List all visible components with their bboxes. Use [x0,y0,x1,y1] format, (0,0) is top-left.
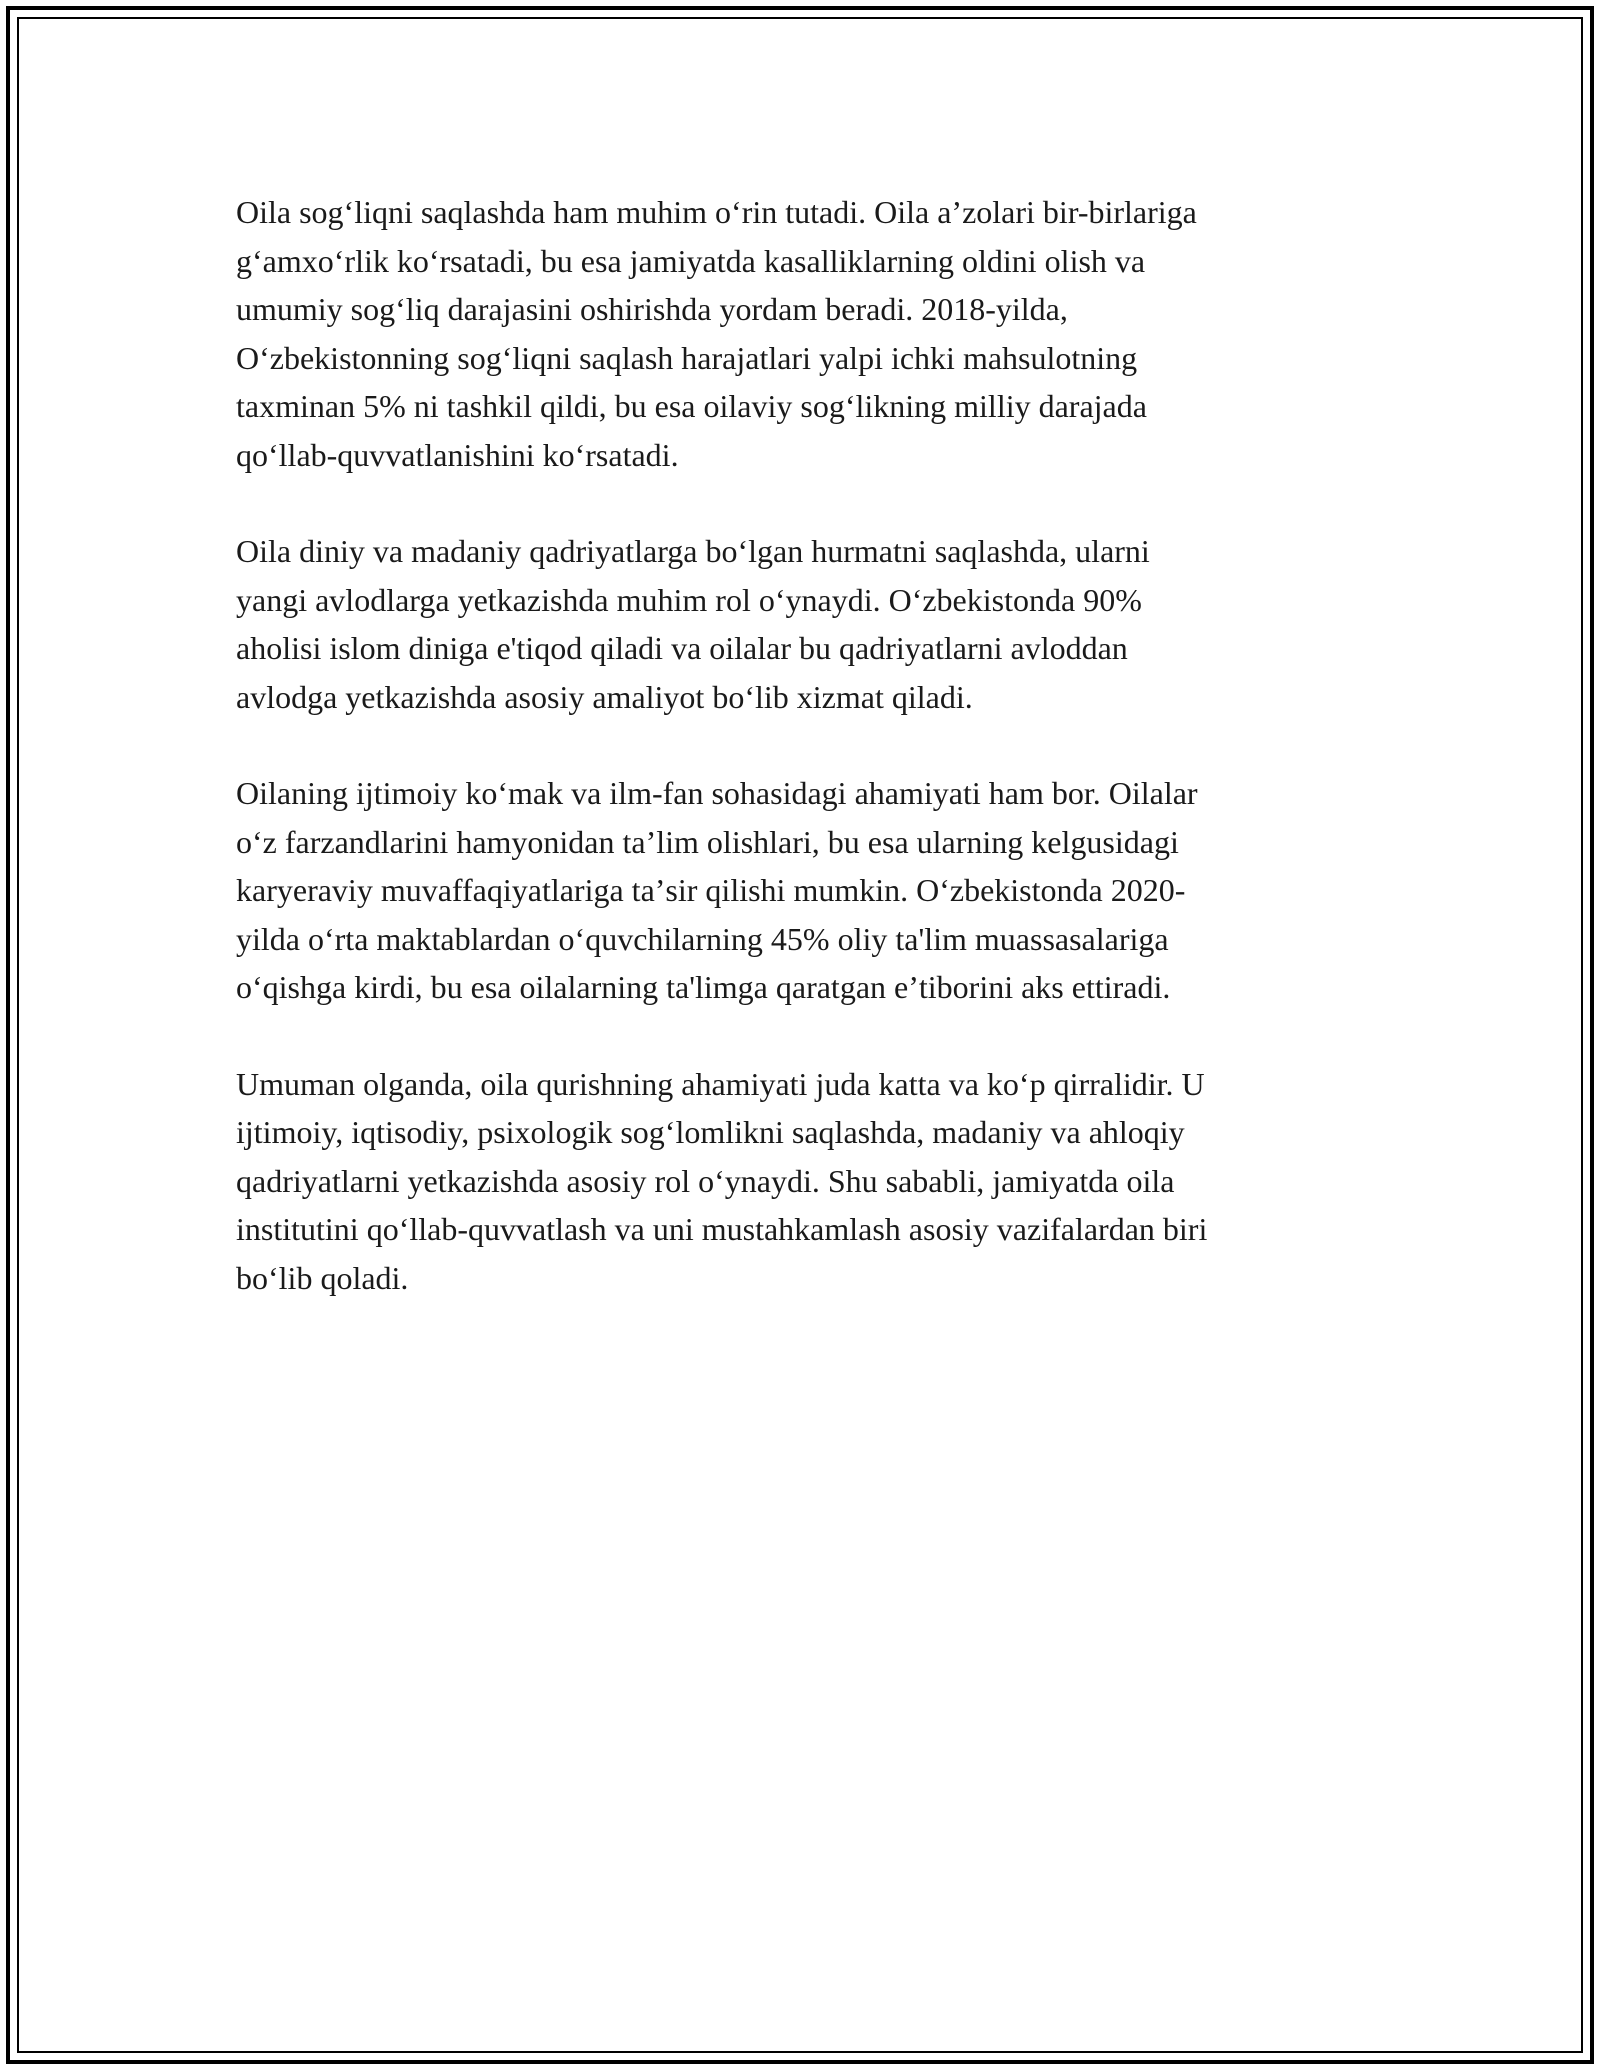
document-body [236,188,1362,1350]
paragraph-education [236,769,1362,1012]
text-line: taxminan 5% ni tashkil qildi, bu esa oilaviy sogʻlikning milliy darajada [236,388,1147,424]
text-line: aholisi islom diniga e'tiqod qiladi va oilalar bu qadriyatlarni avloddan [236,630,1128,666]
text-line: karyeraviy muvaffaqiyatlariga taʼsir qilishi mumkin. Oʻzbekistonda 2020- [236,872,1186,908]
text-line: yangi avlodlarga yetkazishda muhim rol oʻynaydi. Oʻzbekistonda 90% [236,581,1142,618]
text-line: qoʻllab-quvvatlanishini koʻrsatadi. [236,436,679,473]
text-line: umumiy sogʻliq darajasini oshirishda yordam beradi. 2018-yilda, [236,291,1068,327]
paragraph-conclusion [236,1060,1362,1303]
paragraph-health [236,188,1362,479]
text-line: ijtimoiy, iqtisodiy, psixologik sogʻlomlikni saqlashda, madaniy va ahloqiy [236,1114,1185,1150]
text-line: yilda oʻrta maktablardan oʻquvchilarning 45% oliy ta'lim muassasalariga [236,920,1169,957]
text-line: avlodga yetkazishda asosiy amaliyot boʻlib xizmat qiladi. [236,678,973,715]
text-line: Oila diniy va madaniy qadriyatlarga boʻlgan hurmatni saqlashda, ularni [236,533,1150,569]
text-line: qadriyatlarni yetkazishda asosiy rol oʻynaydi. Shu sababli, jamiyatda oila [236,1162,1175,1199]
text-line: Oila sogʻliqni saqlashda ham muhim oʻrin tutadi. Oila aʼzolari bir-birlariga [236,194,1197,230]
text-line: oʻz farzandlarini hamyonidan taʼlim olishlari, bu esa ularning kelgusidagi [236,823,1179,860]
text-line: Oilaning ijtimoiy koʻmak va ilm-fan sohasidagi ahamiyati ham bor. Oilalar [236,775,1198,811]
text-line: oʻqishga kirdi, bu esa oilalarning ta'limga qaratgan eʼtiborini aks ettiradi. [236,969,1171,1005]
text-line: gʻamxoʻrlik koʻrsatadi, bu esa jamiyatda kasalliklarning oldini olish va [236,242,1146,279]
text-line: Umuman olganda, oila qurishning ahamiyati juda katta va koʻp qirralidir. U [236,1065,1205,1102]
text-line: boʻlib qoladi. [236,1259,409,1296]
paragraph-values [236,527,1362,721]
text-line: institutini qoʻllab-quvvatlash va uni mustahkamlash asosiy vazifalardan biri [236,1211,1208,1247]
text-line: Oʻzbekistonning sogʻliqni saqlash harajatlari yalpi ichki mahsulotning [236,339,1138,376]
